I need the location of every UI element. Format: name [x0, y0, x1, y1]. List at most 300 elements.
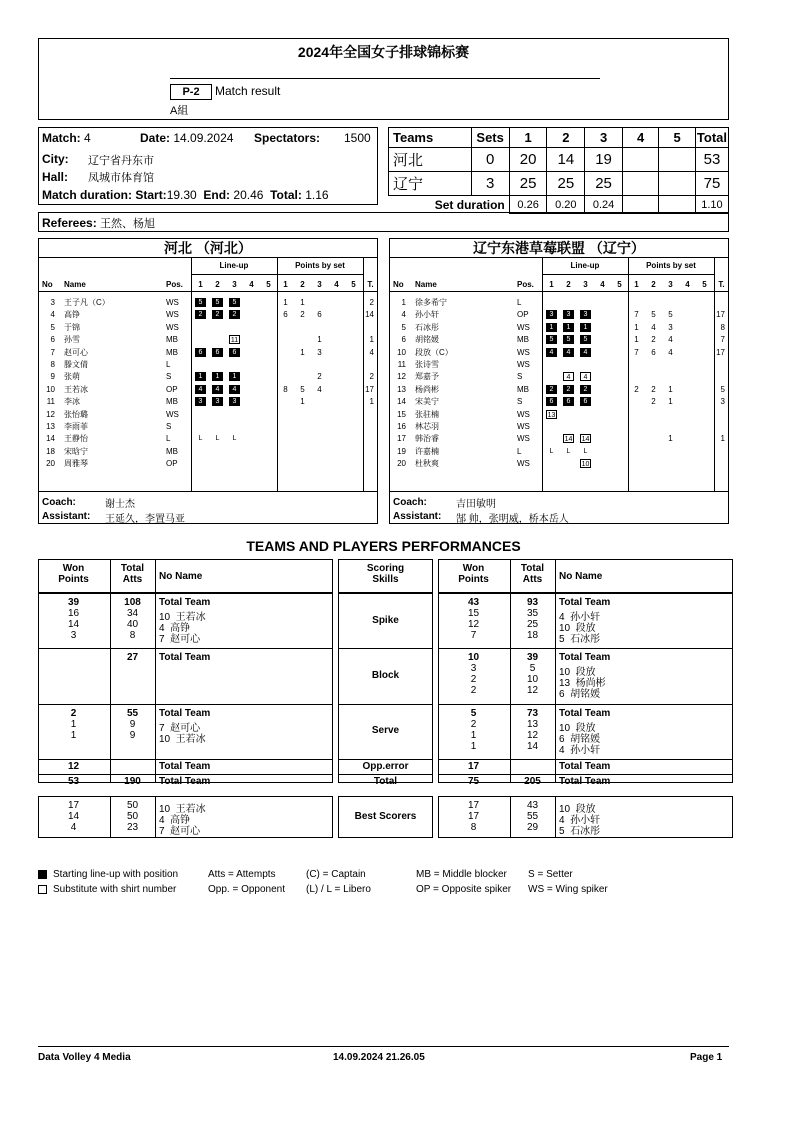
player-entry: Total Team: [159, 760, 211, 772]
player-total: 1: [369, 335, 374, 345]
player-position: L: [166, 360, 171, 369]
skill-name: Opp.error: [362, 760, 409, 772]
player-position: WS: [517, 322, 530, 332]
player-number: 1: [401, 298, 406, 307]
player-position: WS: [517, 422, 530, 431]
player-position: WS: [166, 322, 179, 332]
match-number: 4: [84, 131, 91, 145]
player-number: 15: [397, 409, 406, 419]
won-points: 1: [70, 729, 77, 741]
player-position: OP: [517, 310, 529, 320]
player-name: 孙小轩: [415, 310, 439, 320]
player-name: 胡铭媛: [415, 335, 439, 345]
starting-position-box: 6: [212, 348, 223, 357]
points-set: 6: [651, 347, 656, 357]
starting-position-box: 1: [229, 372, 240, 381]
player-number: 13: [46, 422, 55, 431]
points-set: 2: [651, 335, 656, 345]
starting-position-box: 6: [563, 397, 574, 406]
player-name: 李冰: [64, 397, 80, 407]
set-duration-1: 0.26: [509, 196, 547, 214]
won-points: 2: [470, 718, 477, 730]
player-entry: 6 胡铭媛: [559, 689, 601, 701]
player-name: 王子凡（C）: [64, 298, 110, 307]
total-atts: 25: [526, 619, 539, 630]
player-row: [390, 322, 728, 333]
col-points-set: 2: [300, 280, 305, 289]
col-divider: [555, 796, 556, 838]
won-points: 3: [70, 630, 77, 641]
total-atts: 29: [526, 822, 539, 833]
player-position: L: [166, 434, 171, 444]
set-duration-label: Set duration: [434, 197, 505, 212]
set-duration-row: [389, 196, 729, 214]
player-position: WS: [166, 310, 179, 320]
player-entry: 7 赵可心: [159, 826, 201, 837]
score-set1: 20: [509, 148, 547, 172]
player-row: [390, 359, 728, 370]
player-position: MB: [166, 397, 178, 407]
points-set: 4: [668, 347, 673, 357]
player-position: OP: [166, 384, 178, 394]
starting-position-box: 6: [546, 397, 557, 406]
score-header-set5: 5: [659, 128, 696, 148]
player-entry: 5 石冰彤: [559, 634, 601, 645]
player-number: 5: [401, 322, 406, 332]
team-name: 辽宁东港草莓联盟 （辽宁）: [390, 239, 728, 258]
total-atts: 18: [526, 630, 539, 641]
substitute-box: 14: [564, 436, 573, 444]
hall-label: Hall:: [42, 170, 69, 184]
player-total: 17: [716, 310, 725, 320]
score-total: 75: [695, 172, 728, 196]
player-entry: 7 赵可心: [159, 634, 201, 645]
points-set: 7: [634, 347, 639, 357]
points-set: 1: [283, 298, 288, 307]
substitute-box: 4: [563, 372, 574, 381]
player-number: 14: [397, 397, 406, 407]
header-won-points: Won Points: [58, 563, 89, 585]
substitute-box: 14: [581, 436, 590, 444]
coach-name: 吉田敏明: [456, 499, 496, 510]
coach-rule: [39, 491, 377, 492]
score-set3: 19: [585, 148, 623, 172]
points-header: Points by set: [646, 261, 696, 270]
player-entry: Total Team: [559, 760, 611, 772]
header-rule: [390, 291, 728, 292]
col-divider: [555, 559, 556, 593]
points-set: 1: [668, 434, 673, 444]
starting-position-box: 6: [580, 397, 591, 406]
coach-rule: [390, 491, 728, 492]
won-points: 1: [470, 729, 477, 741]
col-lineup-set: 5: [266, 280, 271, 289]
player-position: WS: [517, 459, 530, 469]
coach-label: Coach:: [393, 497, 427, 508]
player-entry: 4 高铮: [159, 623, 191, 634]
legend-op: OP = Opposite spiker: [416, 884, 512, 895]
coach-name: 谢士杰: [105, 499, 135, 510]
skill-name: Best Scorers: [354, 811, 417, 822]
col-lineup-set: 5: [617, 280, 622, 289]
points-set: 5: [300, 384, 305, 394]
player-total: 4: [369, 347, 374, 357]
player-row: [39, 396, 377, 407]
player-position: MB: [517, 335, 529, 345]
player-number: 8: [50, 360, 55, 369]
player-row: [390, 384, 728, 395]
player-entry: 10 段放: [559, 804, 596, 815]
player-row: [390, 433, 728, 444]
player-name: 李雨菲: [64, 422, 88, 431]
points-set: 7: [634, 310, 639, 320]
skill-name: Total: [373, 775, 398, 787]
won-points: 2: [470, 685, 477, 697]
header-total-atts: Total Atts: [120, 563, 145, 585]
player-number: 12: [397, 372, 406, 382]
player-entry: 4 孙小轩: [559, 815, 601, 826]
player-row: [39, 359, 377, 370]
player-entry: Total Team: [559, 652, 611, 664]
starting-position-box: 4: [546, 348, 557, 357]
player-name: 徐多希宁: [415, 298, 447, 307]
won-points: 17: [467, 811, 480, 822]
player-number: 6: [50, 335, 55, 345]
total-atts: 9: [129, 718, 136, 730]
col-divider: [155, 796, 156, 838]
score-header-total: Total: [695, 128, 728, 148]
player-position: WS: [517, 434, 530, 444]
substitute-box: 10: [581, 461, 590, 469]
player-entry: 13 杨尚彬: [559, 678, 606, 690]
subheader-rule: [191, 274, 363, 275]
score-set3: 25: [585, 172, 623, 196]
row-rule: [38, 704, 333, 705]
starting-position-box: 5: [546, 335, 557, 344]
group-label: A組: [170, 105, 189, 117]
skill-name: Block: [371, 669, 400, 681]
starting-position-box: 4: [195, 385, 206, 394]
player-row: [390, 309, 728, 320]
player-row: [390, 347, 728, 358]
player-row: [39, 409, 377, 420]
libero-mark: L: [232, 435, 237, 443]
col-lineup-set: 4: [600, 280, 605, 289]
total-atts: 73: [526, 707, 539, 719]
points-set: 5: [668, 310, 673, 320]
legend-captain: (C) = Captain: [306, 869, 366, 880]
starting-position-box: 5: [195, 298, 206, 307]
player-total: 5: [720, 384, 725, 394]
won-points: 12: [67, 760, 80, 772]
score-header-sets: Sets: [471, 128, 509, 148]
player-row: [390, 458, 728, 469]
col-divider: [110, 559, 111, 593]
player-entry: Total Team: [559, 775, 611, 787]
player-name: 于锦: [64, 322, 80, 332]
player-number: 3: [50, 298, 55, 307]
team-name: 河北 （河北）: [39, 239, 377, 258]
col-no: No: [393, 280, 404, 289]
row-rule: [338, 759, 433, 760]
starting-position-box: 1: [546, 323, 557, 332]
player-position: MB: [166, 347, 178, 357]
points-set: 1: [300, 347, 305, 357]
col-lineup-set: 3: [232, 280, 237, 289]
col-lineup-set: 3: [583, 280, 588, 289]
col-points-set: 1: [283, 280, 288, 289]
player-entry: 4 孙小轩: [559, 612, 601, 623]
spectators-label: Spectators:: [254, 131, 321, 145]
player-row: [39, 297, 377, 308]
referees-label: Referees:: [42, 216, 97, 230]
starting-position-box: 1: [212, 372, 223, 381]
player-name: 杨尚彬: [415, 384, 439, 394]
starting-position-box: 3: [195, 397, 206, 406]
score-row-team-a: [389, 148, 729, 172]
player-row: [390, 409, 728, 420]
player-name: 王若冰: [64, 384, 88, 394]
won-points: 17: [67, 800, 80, 811]
player-entry: 10 段放: [559, 623, 596, 634]
player-row: [39, 322, 377, 333]
libero-mark: L: [566, 447, 571, 455]
player-number: 10: [46, 384, 55, 394]
player-position: MB: [517, 384, 529, 394]
col-lineup-set: 1: [198, 280, 203, 289]
points-set: 2: [651, 397, 656, 407]
score-team-name: 河北: [389, 148, 472, 172]
player-position: WS: [517, 360, 530, 369]
col-divider: [155, 593, 156, 783]
player-row: [390, 334, 728, 345]
end-value: 20.46: [233, 188, 264, 202]
won-points: 4: [70, 822, 77, 833]
player-entry: Total Team: [559, 597, 611, 608]
document-code: P-2: [170, 84, 212, 100]
player-total: 2: [369, 372, 374, 382]
points-set: 2: [634, 384, 639, 394]
header-rule: [39, 291, 377, 292]
start-label: Start:: [135, 188, 167, 202]
row-rule: [438, 648, 733, 649]
total-atts: 55: [526, 811, 539, 822]
hall-value: 凤城市体育馆: [88, 172, 154, 184]
referees-names: 王然、杨旭: [100, 218, 156, 230]
player-name: 周雅琴: [64, 459, 88, 469]
player-number: 20: [46, 459, 55, 469]
player-number: 11: [46, 397, 55, 407]
player-row: [39, 421, 377, 432]
player-entry: 5 石冰彤: [559, 826, 601, 837]
points-header: Points by set: [295, 261, 345, 270]
points-set: 1: [300, 298, 305, 307]
title-rule: [170, 78, 600, 79]
won-points: 39: [67, 597, 80, 608]
won-points: 10: [467, 652, 480, 664]
score-row-team-b: [389, 172, 729, 196]
substitute-box: 4: [580, 372, 591, 381]
libero-mark: L: [583, 447, 588, 455]
row-rule: [438, 704, 733, 705]
legend-ws: WS = Wing spiker: [528, 884, 608, 895]
starting-position-box: 4: [563, 348, 574, 357]
assistant-names: 郜 帅，张明威，桥本岳人: [456, 514, 569, 525]
set-duration-3: 0.24: [585, 196, 623, 214]
points-set: 5: [651, 310, 656, 320]
header-won-points: Won Points: [458, 563, 489, 585]
player-name: 宋晗宁: [64, 446, 88, 456]
points-set: 2: [651, 384, 656, 394]
player-row: [39, 347, 377, 358]
header-total-atts: Total Atts: [520, 563, 545, 585]
points-set: 4: [668, 335, 673, 345]
legend-s: S = Setter: [528, 869, 573, 880]
points-set: 4: [317, 384, 322, 394]
set-duration-4: [622, 196, 658, 214]
points-set: 3: [668, 322, 673, 332]
col-name: Name: [64, 280, 86, 289]
won-points: 16: [67, 608, 80, 619]
player-position: WS: [517, 409, 530, 419]
score-set1: 25: [509, 172, 547, 196]
performance-title: TEAMS AND PLAYERS PERFORMANCES: [246, 538, 521, 554]
player-number: 12: [46, 409, 55, 419]
footer-right: Page 1: [690, 1052, 723, 1063]
score-set4: [622, 172, 658, 196]
starting-position-box: 4: [229, 385, 240, 394]
col-points-set: 1: [634, 280, 639, 289]
date-value: 14.09.2024: [173, 131, 234, 145]
row-rule: [338, 648, 433, 649]
assistant-label: Assistant:: [393, 511, 442, 522]
player-number: 6: [401, 335, 406, 345]
player-total: 17: [365, 384, 374, 394]
libero-mark: L: [198, 435, 203, 443]
filled-square-icon: [38, 870, 47, 879]
total-atts: 205: [524, 775, 541, 787]
points-set: 8: [283, 384, 288, 394]
won-points: 3: [470, 663, 477, 675]
player-number: 11: [397, 360, 406, 369]
duration-label: Match duration:: [42, 188, 132, 202]
player-name: 孙雪: [64, 335, 80, 345]
won-points: 75: [467, 775, 480, 787]
total-atts: 5: [529, 663, 536, 675]
col-lineup-set: 2: [566, 280, 571, 289]
score-header-teams: Teams: [389, 128, 472, 148]
col-divider: [155, 559, 156, 593]
total-atts: 12: [526, 685, 539, 697]
starting-position-box: 1: [563, 323, 574, 332]
starting-position-box: 3: [563, 310, 574, 319]
player-name: 杜秋爽: [415, 459, 439, 469]
col-no: No: [42, 280, 53, 289]
player-entry: 10 段放: [559, 722, 596, 734]
skill-name: Spike: [372, 614, 399, 626]
won-points: 7: [470, 630, 477, 641]
player-row: [390, 297, 728, 308]
won-points: 15: [467, 608, 480, 619]
starting-position-box: 3: [212, 397, 223, 406]
won-points: 14: [67, 811, 80, 822]
header-no-name: No Name: [159, 571, 203, 582]
col-lineup-set: 2: [215, 280, 220, 289]
player-name: 张诗雪: [415, 360, 439, 369]
spectators-value: 1500: [344, 131, 371, 145]
legend-starting: Starting line-up with position: [53, 869, 179, 880]
won-points: 1: [470, 740, 477, 752]
header-no-name: No Name: [559, 571, 603, 582]
player-name: 宋美宁: [415, 397, 439, 407]
total-atts: 14: [526, 740, 539, 752]
starting-position-box: 5: [580, 335, 591, 344]
col-name: Name: [415, 280, 437, 289]
points-set: 6: [317, 310, 322, 320]
total-atts: 40: [126, 619, 139, 630]
total-atts: 27: [126, 652, 139, 664]
player-name: 张怡璐: [64, 409, 88, 419]
total-value: 1.16: [305, 188, 329, 202]
legend-substitute: Substitute with shirt number: [53, 884, 177, 895]
points-set: 1: [634, 335, 639, 345]
empty-square-icon: [38, 885, 47, 894]
player-number: 14: [46, 434, 55, 444]
col-total: T.: [367, 280, 374, 289]
starting-position-box: 2: [546, 385, 557, 394]
col-points-set: 3: [668, 280, 673, 289]
col-lineup-set: 4: [249, 280, 254, 289]
player-row: [39, 334, 377, 345]
points-set: 1: [634, 322, 639, 332]
player-name: 滕文倩: [64, 360, 88, 369]
starting-position-box: 2: [229, 310, 240, 319]
legend-atts: Atts = Attempts: [208, 869, 276, 880]
player-entry: Total Team: [159, 652, 211, 664]
total-atts: 43: [526, 800, 539, 811]
total-atts: 10: [526, 674, 539, 686]
player-entry: Total Team: [559, 707, 611, 719]
player-row: [390, 396, 728, 407]
starting-position-box: 5: [229, 298, 240, 307]
total-atts: 12: [526, 729, 539, 741]
total-atts: 55: [126, 707, 139, 719]
score-set5: [659, 148, 696, 172]
start-value: 19.30: [166, 188, 197, 202]
player-row: [39, 384, 377, 395]
score-header-set3: 3: [585, 128, 623, 148]
player-total: 8: [720, 322, 725, 332]
total-atts: 13: [526, 718, 539, 730]
player-total: 1: [369, 397, 374, 407]
player-name: 郑嘉予: [415, 372, 439, 382]
starting-position-box: 4: [580, 348, 591, 357]
row-rule: [38, 648, 333, 649]
player-number: 20: [397, 459, 406, 469]
won-points: 2: [70, 707, 77, 719]
set-duration-2: 0.20: [547, 196, 585, 214]
player-entry: 7 赵可心: [159, 722, 201, 734]
points-set: 2: [317, 372, 322, 382]
player-number: 10: [397, 347, 406, 357]
points-set: 2: [300, 310, 305, 320]
col-divider: [555, 593, 556, 783]
libero-mark: L: [215, 435, 220, 443]
starting-position-box: 6: [195, 348, 206, 357]
player-position: MB: [166, 446, 178, 456]
score-total: 53: [695, 148, 728, 172]
player-entry: 10 王若冰: [159, 804, 206, 815]
